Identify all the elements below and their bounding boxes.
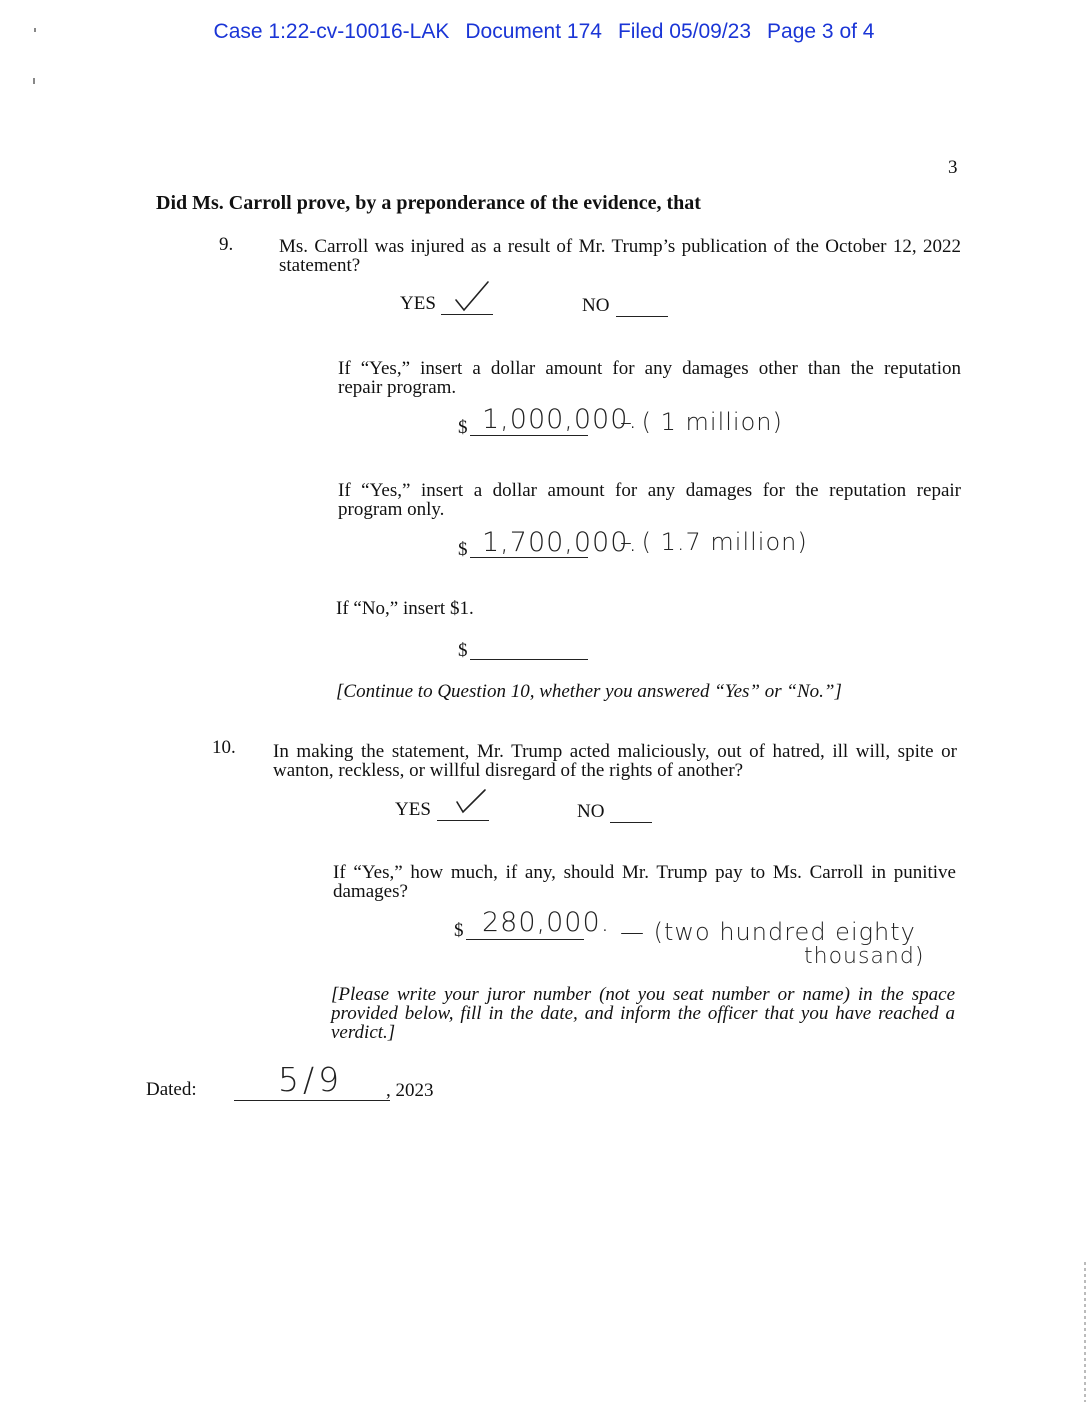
juror-instruction-line-2: provided below, fill in the date, and inform the officer that you have reached a <box>331 1003 955 1024</box>
damages-other-dollar-sign: $ <box>458 417 468 438</box>
page-number: 3 <box>948 157 958 178</box>
question-10-no-label: NO <box>577 801 605 822</box>
damages-other-prompt <box>338 359 961 397</box>
damages-other-handwritten-amount: 1,000,000. <box>482 404 638 435</box>
damages-repair-dollar-sign: $ <box>458 539 468 560</box>
question-10-text <box>273 742 957 780</box>
case-header <box>0 20 1088 44</box>
scan-speck <box>33 78 35 84</box>
date-blank[interactable] <box>234 1099 390 1101</box>
punitive-handwritten-words-line-1: — (two hundred eighty <box>620 918 916 946</box>
question-9-text <box>279 237 961 275</box>
if-no-prompt: If “No,” insert $1. <box>336 598 474 619</box>
question-9-line-2: statement? <box>279 255 361 276</box>
question-9-number: 9. <box>219 234 234 255</box>
question-10-no-blank[interactable] <box>610 821 652 823</box>
date-year: , 2023 <box>386 1080 434 1101</box>
section-intro: Did Ms. Carroll prove, by a preponderance of the evidence, that <box>156 192 701 214</box>
damages-repair-handwritten-amount: 1,700,000. <box>482 527 638 558</box>
dated-label: Dated: <box>146 1079 197 1100</box>
continue-note: [Continue to Question 10, whether you answered “Yes” or “No.”] <box>336 681 842 702</box>
juror-instruction-line-3: verdict.] <box>331 1022 396 1043</box>
damages-other-handwritten-words: – ( 1 million) <box>620 408 783 436</box>
damages-repair-handwritten-words: – ( 1.7 million) <box>620 528 808 556</box>
question-10-number: 10. <box>212 737 236 758</box>
question-9-yes-checkmark-icon <box>454 280 490 314</box>
document-number: Document 174 <box>465 20 602 43</box>
punitive-damages-line-1: If “Yes,” how much, if any, should Mr. Trump pay to Ms. Carroll in punitive <box>333 862 956 883</box>
if-no-dollar-sign: $ <box>458 640 468 661</box>
question-9-no-label: NO <box>582 295 610 316</box>
damages-repair-line-1: If “Yes,” insert a dollar amount for any damages for the reputation repair <box>338 480 961 501</box>
handwritten-date: 5/9 <box>278 1060 344 1099</box>
scan-edge-mark <box>1084 1262 1086 1402</box>
filed-date: Filed 05/09/23 <box>617 20 752 43</box>
if-no-amount-blank[interactable] <box>470 658 588 660</box>
damages-repair-prompt <box>338 481 961 519</box>
punitive-handwritten-words-line-2: thousand) <box>804 944 925 969</box>
punitive-damages-prompt <box>333 863 956 901</box>
punitive-amount-blank[interactable] <box>466 938 584 940</box>
question-9-yes-label: YES <box>400 293 436 314</box>
punitive-damages-line-2: damages? <box>333 881 408 902</box>
damages-repair-line-2: program only. <box>338 499 445 520</box>
question-10-line-2: wanton, reckless, or willful disregard of the rights of another? <box>273 760 744 781</box>
question-9-no-blank[interactable] <box>616 315 668 317</box>
scan-speck <box>34 28 36 32</box>
juror-instruction <box>331 985 955 1042</box>
punitive-dollar-sign: $ <box>454 920 464 941</box>
damages-other-line-1: If “Yes,” insert a dollar amount for any damages other than the reputation <box>338 358 961 379</box>
question-9-line-1: Ms. Carroll was injured as a result of Mr. Trump’s publication of the October 12, 2022 <box>279 236 961 257</box>
question-10-yes-blank[interactable] <box>437 819 489 821</box>
juror-instruction-line-1: [Please write your juror number (not you seat number or name) in the space <box>331 984 955 1005</box>
punitive-handwritten-amount: 280,000. <box>482 907 611 938</box>
question-10-line-1: In making the statement, Mr. Trump acted maliciously, out of hatred, ill will, spite or <box>273 741 957 762</box>
page-indicator: Page 3 of 4 <box>767 20 875 43</box>
question-10-yes-checkmark-icon <box>455 788 487 816</box>
question-10-yes-label: YES <box>395 799 431 820</box>
case-number: Case 1:22-cv-10016-LAK <box>213 20 450 43</box>
damages-other-line-2: repair program. <box>338 377 457 398</box>
